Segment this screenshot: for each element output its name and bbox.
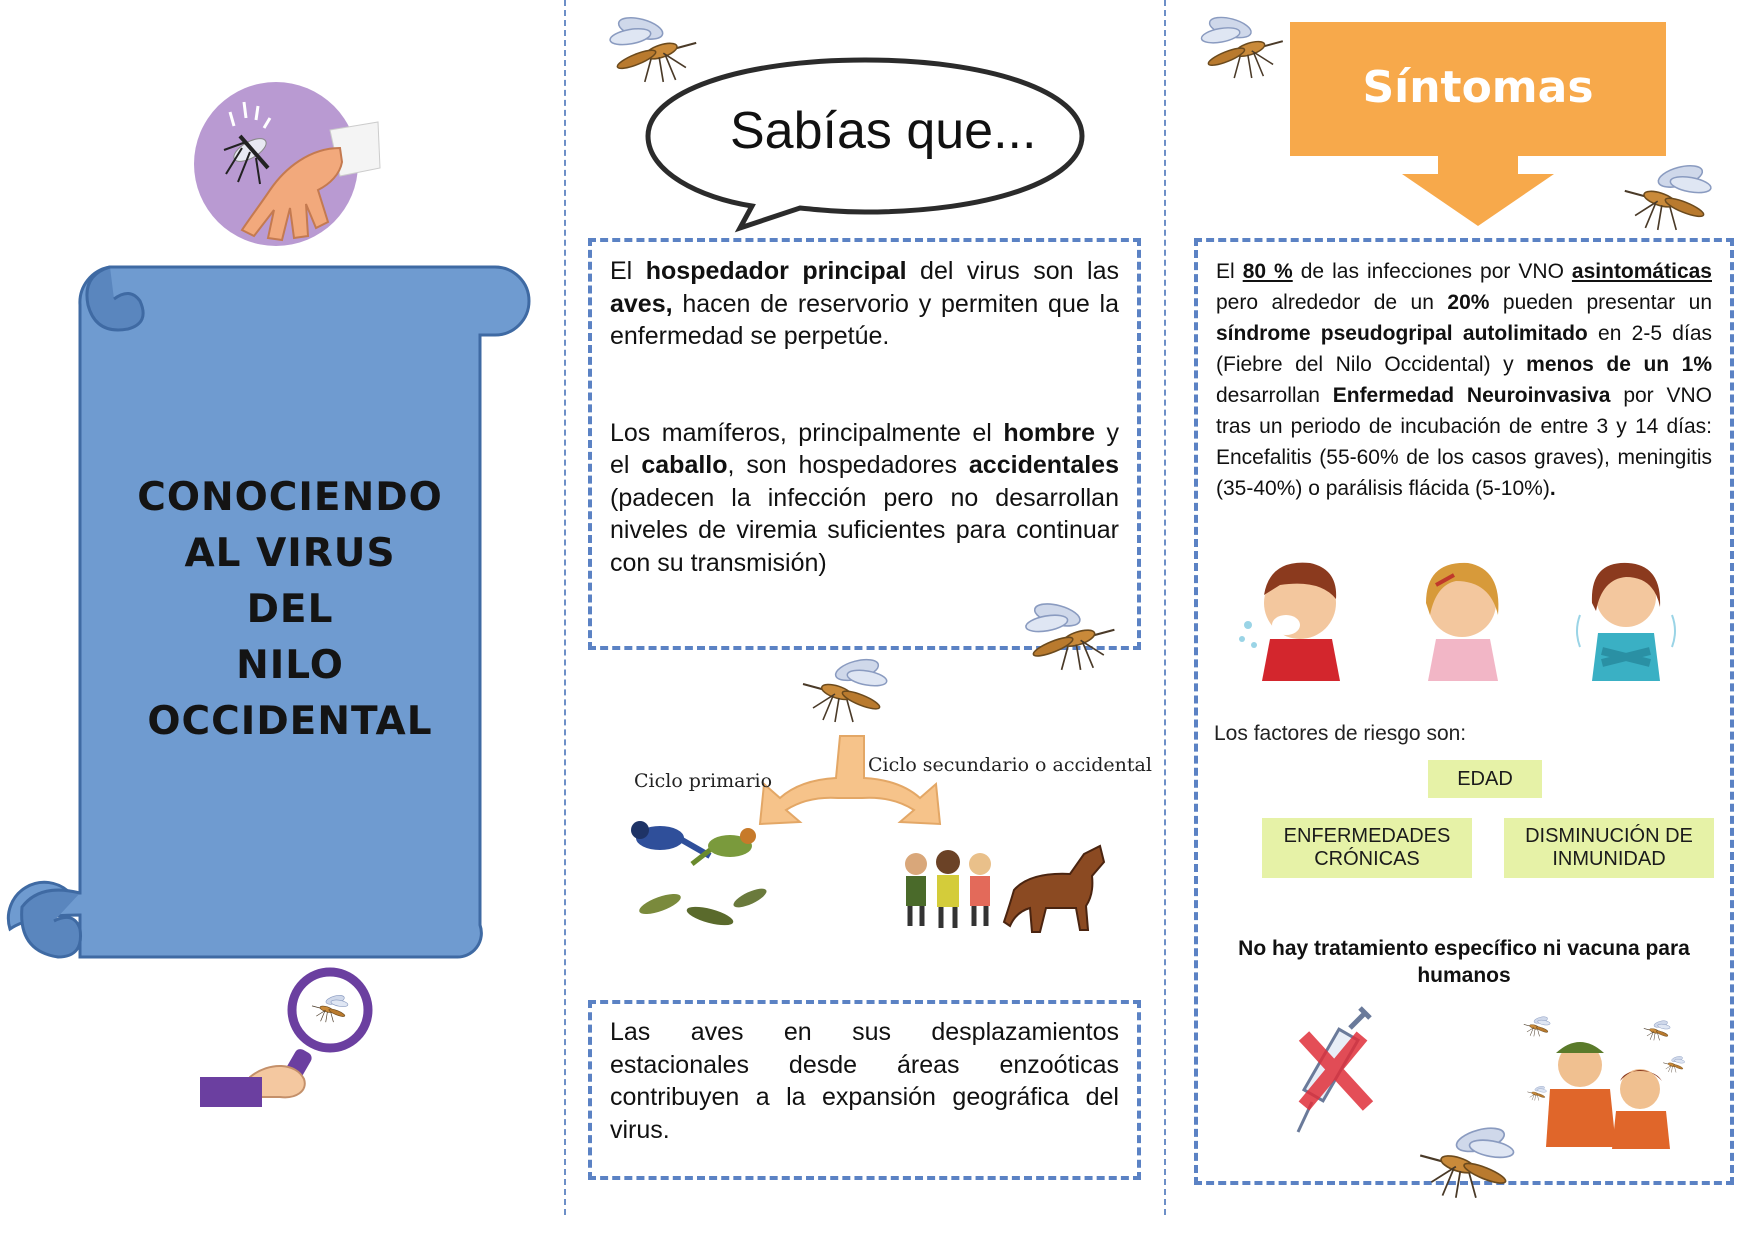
mosquito-bite-illustration: [190, 78, 390, 248]
migration-paragraph: Las aves en sus desplazamientos estacionales desde áreas enzoóticas contribuyen a la expansión geográfica del virus.: [610, 1018, 1119, 1144]
text-run: y el: [610, 418, 1119, 479]
hosts-paragraph-mammals: [610, 417, 1119, 580]
risk-factor-line: INMUNIDAD: [1552, 848, 1666, 870]
cycle-primary-label: Ciclo primario: [634, 770, 773, 792]
text-run: caballo: [641, 451, 728, 479]
mosquito-decoration-icon: [1612, 160, 1724, 232]
cover-title-line: OCCIDENTAL: [147, 699, 433, 744]
text-run: 20%: [1447, 291, 1490, 314]
risk-factor-low-immunity: [1504, 818, 1714, 878]
text-run: Los mamíferos, principalmente el: [610, 418, 1004, 447]
mosquito-decoration-icon: [1192, 12, 1292, 80]
text-run: en 2-5 días (Fiebre del Nilo Occidental) y: [1216, 322, 1713, 376]
cover-title-line: NILO: [236, 643, 344, 688]
cover-title-line: DEL: [246, 587, 334, 632]
text-run: asintomáticas: [1571, 260, 1712, 283]
cycle-secondary-label: Ciclo secundario o accidental: [868, 754, 1152, 776]
risk-factor-chronic-disease: [1262, 818, 1472, 878]
text-run: Enfermedad Neuroinvasiva: [1332, 384, 1611, 407]
text-run: por VNO tras un periodo de incubación de entre 3 y 14 días: Encefalitis (55-60% de los casos graves), meningitis (35-40%) o parálisis flácida (5-10%): [1216, 384, 1713, 500]
text-run: hacen de reservorio y permiten que la enfermedad se perpetúe.: [610, 289, 1119, 350]
text-run: desarrollan: [1216, 384, 1333, 407]
text-run: pueden presentar un: [1489, 291, 1713, 314]
hosts-paragraph-birds: [610, 255, 1119, 353]
symptoms-title: Síntomas: [1362, 62, 1594, 113]
symptoms-paragraph: [1216, 256, 1712, 504]
text-run: síndrome pseudogripal autolimitado: [1216, 322, 1588, 345]
people-and-horse-illustration: [905, 846, 1104, 932]
text-run: El: [1216, 260, 1243, 283]
risk-factor-line: CRÓNICAS: [1314, 848, 1420, 870]
risk-factor-line: ENFERMEDADES: [1283, 825, 1451, 847]
risk-factor-line: DISMINUCIÓN DE: [1525, 825, 1693, 847]
migration-info-box: [588, 1000, 1141, 1180]
text-run: menos de un 1%: [1526, 353, 1712, 376]
transmission-cycle-diagram: [600, 650, 1140, 950]
mosquito-swarm-people-illustration: [1520, 1015, 1690, 1155]
did-you-know-heading: Sabías que...: [730, 102, 1037, 160]
no-treatment-note: No hay tratamiento específico ni vacuna para humanos: [1238, 937, 1690, 987]
text-run: , son hospedadores: [727, 451, 969, 479]
text-run: El: [610, 257, 646, 285]
no-vaccine-syringe-icon: [1290, 1002, 1380, 1142]
symptoms-banner-arrow: [1290, 22, 1666, 227]
cold-woman-icon: [1577, 563, 1675, 681]
cover-title: [100, 470, 480, 750]
risk-factors-intro: Los factores de riesgo son:: [1214, 722, 1467, 745]
birds-illustration: [631, 821, 769, 929]
cover-title-line: AL VIRUS: [184, 531, 396, 576]
sick-people-illustration: [1240, 555, 1680, 685]
text-run: de las infecciones por VNO: [1292, 260, 1572, 283]
text-run: aves,: [610, 289, 673, 318]
hosts-info-box: [588, 238, 1141, 650]
sneezing-boy-icon: [1239, 563, 1340, 681]
column-divider-right: [1164, 0, 1166, 1215]
cover-title-line: CONOCIENDO: [137, 475, 443, 520]
headache-girl-icon: [1426, 563, 1498, 681]
text-run: 80 %: [1242, 260, 1293, 283]
text-run: hospedador principal: [645, 257, 907, 285]
risk-factor-age: EDAD: [1428, 760, 1542, 798]
text-run: accidentales: [968, 451, 1119, 479]
text-run: .: [1549, 477, 1556, 500]
magnifier-mosquito-illustration: [200, 965, 380, 1115]
text-run: del virus son las: [906, 257, 1119, 285]
column-divider-left: [564, 0, 566, 1215]
mosquito-decoration-icon: [1408, 1122, 1526, 1200]
text-run: hombre: [1003, 418, 1095, 447]
text-run: (padecen la infección pero no desarrollan niveles de viremia suficientes para continuar con su transmisión): [610, 483, 1119, 577]
text-run: pero alrededor de un: [1216, 291, 1448, 314]
